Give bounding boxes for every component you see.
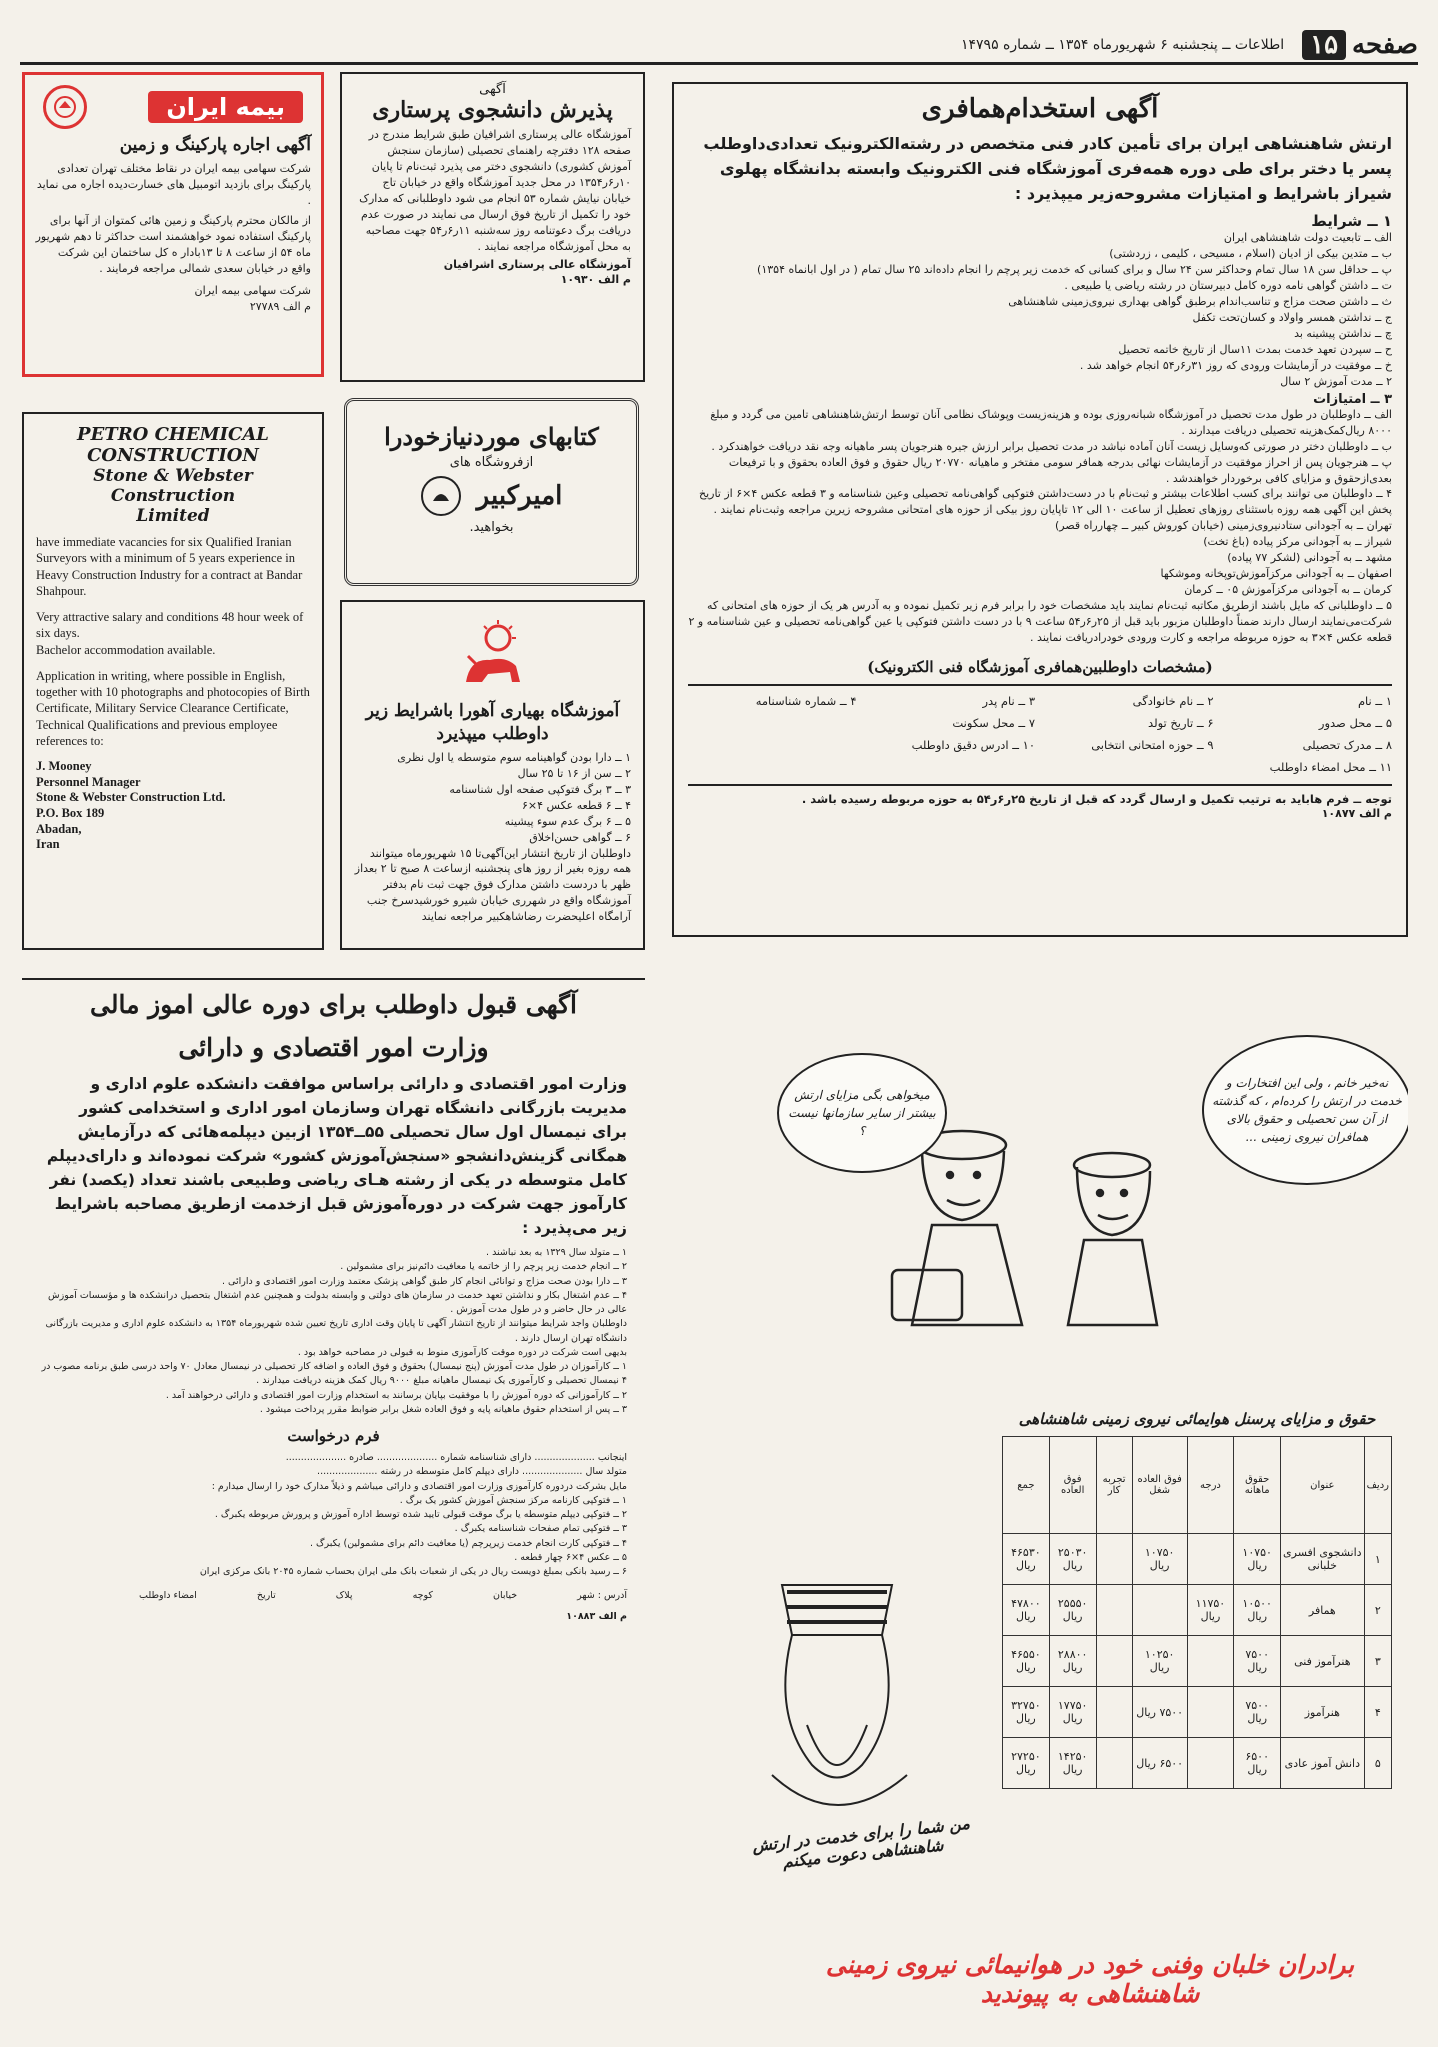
benefit-line: کرمان ــ به آجودانی مرکزآموزش ۰۵ ــ کرمان xyxy=(1184,583,1392,597)
condition-line: چ ــ نداشتن پیشینه بد xyxy=(1294,327,1392,341)
table-cell: ۲ xyxy=(1364,1585,1391,1636)
petro-paragraph4: Application in writing, where possible in English, together with 10 photographs and photocopies of Birth Certificate, Military Service Clearance Certificate, Technical Qualifications and previous employee references to: xyxy=(36,668,310,748)
finance-form-line: ۱ ــ فتوکپی کارنامه مرکز سنجش آموزش کشور یک برگ . xyxy=(399,1494,627,1506)
benefit-line: پ ــ هنرجویان پس از احراز موفقیت در آزمایشات نهائی بدرجه همافر سومی مفتخر و ماهیانه ۲۰۷۷۰ ریال حقوق و فوق العاده بحقوق و با ترفیعات بعدی‌ازحقوق و مزایای کافی برخوردار خواهندشد . xyxy=(728,455,1392,485)
hamafari-conditions xyxy=(688,230,1392,389)
finance-form-line: ۳ ــ فتوکپی تمام صفحات شناسنامه یکبرگ . xyxy=(454,1523,627,1535)
finance-form-line: ۴ ــ فتوکپی کارت انجام خدمت زیرپرچم (یا معافیت دائم برای مشمولین) یکبرگ . xyxy=(309,1537,627,1549)
finance-condition: ۲ ــ کارآموزانی که دوره آموزش را با موفقیت بپایان برسانند به استخدام وزارت امور اقتصادی و دارائی درخواهند آمد . xyxy=(165,1389,627,1401)
bime-signature: شرکت سهامی بیمه ایران xyxy=(194,283,311,297)
bime-body1: شرکت سهامی بیمه ایران در نقاط مختلف تهران تعدادی پارکینگ برای بازدید اتومبیل های خسارت‌دیده اجاره می نماید . xyxy=(36,162,311,207)
table-cell: ۱۷۷۵۰ ریال xyxy=(1049,1687,1096,1738)
benefit-line: ۴ ــ داوطلبان می توانند برای کسب اطلاعات بیشتر و ثبت‌نام با در دست‌داشتن فتوکپی گواهی‌نامه تحصیلی وعین شناسنامه و ۳ قطعه عکس ۴×۶ از تاریخ پخش این آگهی همه روزه باستثنای روزهای تعطیل از ساعت ۱۰ الی ۱۲ تاپایان روز بیکی از حوزه های امتحانی مشروحه زیرین مراجعه وثبت‌نام نمایند . xyxy=(698,487,1392,517)
condition-line: پ ــ حداقل سن ۱۸ سال تمام وحداکثر سن ۲۴ سال و برای کسانی که خدمت زیر پرچم را انجام داده‌اند ۲۵ سال تمام ( در اول ابانماه ۱۳۵۴) xyxy=(757,263,1392,277)
petro-address-line: Iran xyxy=(36,837,60,852)
hamafari-title: آگهی استخدام‌همافری xyxy=(921,94,1159,124)
petro-company-line2: CONSTRUCTION xyxy=(87,445,259,466)
bime-body2: از مالکان محترم پارکینگ و زمین هائی کمتوان از آنها برای پارکینگ استفاده نمود خواهشمند است حداکثر تا دهم شهریور ماه ۵۴ از ساعت ۸ تا ۱۳بادار ه کل ساختمان این شرکت واقع در خیابان سعدی شمالی مراجعه فرمایند . xyxy=(35,213,311,275)
table-cell xyxy=(1187,1534,1234,1585)
hamafari-section1: ۱ ــ شرایط xyxy=(1311,212,1392,231)
condition-line: ت ــ داشتن گواهی نامه دوره کامل دبیرستان در رشته ریاضی یا طبیعی . xyxy=(1064,279,1392,293)
table-cell: دانشجوی افسری خلبانی xyxy=(1281,1534,1365,1585)
address-label: کوچه xyxy=(412,1590,433,1602)
table-header: ردیف xyxy=(1364,1437,1391,1534)
petro-address-line: Abadan, xyxy=(36,821,82,836)
books-brand: امیرکبیر xyxy=(476,481,563,511)
petro-ad xyxy=(22,412,324,950)
finance-ad xyxy=(22,978,645,2018)
address-label: امضاء داوطلب xyxy=(138,1590,197,1602)
nursing-ref: م الف ۱۰۹۳۰ xyxy=(560,273,631,287)
finance-form-line: ۶ ــ رسید بانکی بمبلغ دویست ریال در یکی از شعبات بانک ملی ایران بحساب شماره ۲۰۴۵ بانک مرکزی ایران xyxy=(199,1566,627,1578)
hamafari-form-grid xyxy=(688,694,1392,774)
finance-condition: ۴ ــ عدم اشتغال بکار و نداشتن تعهد خدمت در سازمان های دولتی و وابسته بدولت و همچنین عدم اشتغال بتحصیل درانشکده ها و مؤسسات آموزش عالی در حال حاضر و در طول مدت آموزش . xyxy=(48,1289,627,1316)
form-field: ۴ ــ شماره شناسنامه xyxy=(755,693,857,708)
invitation-caption: من شما را برای خدمت در ارتش شاهنشاهی دعوت میکنم xyxy=(751,1813,971,1872)
hamafari-form-title: (مشخصات داوطلبین‌همافری آموزشگاه فنی الکترونیک) xyxy=(688,658,1392,686)
table-cell xyxy=(1096,1636,1132,1687)
form-field: ۱۱ ــ محل امضاء داوطلب xyxy=(1269,759,1392,774)
form-field: ۷ ــ محل سکونت xyxy=(952,715,1035,730)
behyari-item: ۲ ــ سن از ۱۶ تا ۲۵ سال xyxy=(517,766,631,780)
table-header: جمع xyxy=(1003,1437,1050,1534)
books-title: کتابهای موردنیازخودرا xyxy=(384,422,599,451)
table-cell xyxy=(1187,1687,1234,1738)
table-cell: ۳ xyxy=(1364,1636,1391,1687)
table-cell: هنرآموز فنی xyxy=(1281,1636,1365,1687)
page-number: ۱۵ xyxy=(1302,30,1346,60)
table-cell xyxy=(1096,1585,1132,1636)
table-cell: ۱۰۵۰۰ ریال xyxy=(1234,1585,1281,1636)
table-cell: ۶۵۰۰ ریال xyxy=(1234,1738,1281,1789)
lion-sun-emblem-icon xyxy=(458,616,528,696)
table-cell: دانش آموز عادی xyxy=(1281,1738,1365,1789)
table-cell: ۷۵۰۰ ریال xyxy=(1132,1687,1187,1738)
condition-line: ج ــ نداشتن همسر واولاد و کسان‌تحت تکفل xyxy=(1192,311,1392,325)
form-field: ۱۰ ــ ادرس دقیق داوطلب xyxy=(911,737,1035,752)
books-ad xyxy=(338,392,645,592)
form-field: ۹ ــ حوزه امتحانی انتخابی xyxy=(1091,737,1214,752)
finance-form-lines xyxy=(40,1451,627,1579)
table-cell: ۶۵۰۰ ریال xyxy=(1132,1738,1187,1789)
finance-condition: بدیهی است شرکت در دوره موقت کارآموزی منوط به قبولی در مصاحبه خواهد بود . xyxy=(297,1346,627,1358)
behyari-title: آموزشگاه بهیاری آهورا باشرایط زیر داوطلب میپذیرد xyxy=(365,701,620,744)
benefit-line: تهران ــ به آجودانی ستادنیروی‌زمینی (خیابان کوروش کبیر ــ چهارراه قصر) xyxy=(1054,519,1392,533)
table-row xyxy=(1003,1687,1392,1738)
hamafari-ad xyxy=(672,82,1408,937)
table-cell: ۱۰۷۵۰ ریال xyxy=(1234,1534,1281,1585)
books-subtitle: ازفروشگاه های xyxy=(449,455,534,470)
petro-company-line4: Limited xyxy=(136,506,210,526)
table-row xyxy=(1003,1534,1392,1585)
table-cell: ۲۵۰۳۰ ریال xyxy=(1049,1534,1096,1585)
table-cell: ۱۱۷۵۰ ریال xyxy=(1187,1585,1234,1636)
finance-conditions xyxy=(40,1246,627,1417)
petro-company-line3: Stone & Webster Construction xyxy=(93,466,253,506)
table-cell: هنرآموز xyxy=(1281,1687,1365,1738)
table-cell: ۱۰۲۵۰ ریال xyxy=(1132,1636,1187,1687)
finance-form-title: فرم درخواست xyxy=(287,1427,380,1446)
table-row xyxy=(1003,1636,1392,1687)
table-cell: ۲۸۸۰۰ ریال xyxy=(1049,1636,1096,1687)
nursing-title: پذیرش دانشجوی پرستاری xyxy=(372,97,613,123)
table-cell xyxy=(1096,1738,1132,1789)
page-label-text: صفحه xyxy=(1352,30,1418,60)
books-cta: بخواهید. xyxy=(469,520,514,535)
finance-condition: ۱ ــ کارآموزان در طول مدت آموزش (پنج نیمسال) بحقوق و فوق العاده و اضافه کار تحصیلی در نیمسال معادل ۷۰ واحد درسی طبق برنامه مصوب در ۴ نیمسال تحصیلی و کارآموزی یک نیمسال ماهیانه مبلغ ۹۰۰۰ ریال کمک هزینه دریافت میدارند . xyxy=(41,1361,627,1387)
table-cell xyxy=(1096,1534,1132,1585)
hamafari-benefits xyxy=(688,407,1392,646)
page-header xyxy=(20,28,1418,65)
table-cell: ۱۰۷۵۰ ریال xyxy=(1132,1534,1187,1585)
table-cell: ۴۶۵۳۰ ریال xyxy=(1003,1534,1050,1585)
behyari-item: ۳ ــ ۳ برگ فتوکپی صفحه اول شناسنامه xyxy=(449,782,631,796)
table-cell: ۱۴۲۵۰ ریال xyxy=(1049,1738,1096,1789)
historic-king-portrait xyxy=(712,1545,962,1835)
table-header: حقوق ماهانه xyxy=(1234,1437,1281,1534)
address-label: آدرس : شهر xyxy=(577,1590,627,1602)
table-cell: ۱ xyxy=(1364,1534,1391,1585)
table-header: تجربه کار xyxy=(1096,1437,1132,1534)
finance-intro: وزارت امور اقتصادی و دارائی براساس موافقت دانشکده علوم اداری و مدیریت بازرگانی دانشگاه تهران وسازمان امور اداری و استخدامی کشور برای نیمسال اول سال تحصیلی ۵۵ــ۱۳۵۴ ازبین دیپلمه‌هائی که درآزمایش همگانی گزینش‌دانشجو «سنجش‌آموزش کشور» شرکت نموده‌اند و دارای‌دیپلم کامل متوسطه در یکی از رشته‌ هـای ریاضی وطبیعی باشند تعداد (یکصد) نفر کارآموز جهت شرکت در دوره‌آموزش قبل ازخدمت ازطریق مصاحبه باشرایط زیر می‌پذیرد : xyxy=(46,1075,627,1238)
condition-line: ۲ ــ مدت آموزش ۲ سال xyxy=(1280,374,1392,388)
petro-address-line: P.O. Box 189 xyxy=(36,805,105,820)
finance-condition: داوطلبان واجد شرایط میتوانند از تاریخ انتشار آگهی تا پایان وقت اداری تاریخ تعیین شده شهریورماه ۱۳۵۴ به دانشکده علوم اداری و مدیریت بازرگانی دانشگاه تهران ارسال دارند . xyxy=(45,1318,627,1344)
page-number-label xyxy=(1302,30,1418,60)
finance-condition: ۳ ــ پس از استخدام حقوق ماهیانه پایه و فوق العاده شغل برابر ضوابط مقرر پرداخت میشود . xyxy=(259,1403,627,1415)
form-field: ۲ ــ نام خانوادگی xyxy=(1132,693,1214,708)
bime-logo-text: بیمه ایران xyxy=(148,91,303,123)
condition-line: ث ــ داشتن صحت مزاج و تناسب‌اندام برطبق گواهی بهداری نیروی‌زمینی شاهنشاهی xyxy=(1008,295,1392,309)
bime-title: آگهی اجاره پارکینگ و زمین xyxy=(119,135,311,155)
form-field: ۳ ــ نام پدر xyxy=(982,693,1035,708)
finance-condition: ۳ ــ دارا بودن صحت مزاج و توانائی انجام کار طبق گواهی پزشک معتمد وزارت امور اقتصادی و دارائی . xyxy=(221,1275,627,1287)
bime-logo xyxy=(43,85,303,129)
petro-address-line: Personnel Manager xyxy=(36,774,141,789)
condition-line: ب ــ متدین بیکی از ادیان (اسلام ، مسیحی ، کلیمی ، زردشتی) xyxy=(1109,247,1392,261)
hamafari-ref: م الف ۱۰۸۷۷ xyxy=(1321,806,1392,820)
finance-title: آگهی قبول داوطلب برای دوره عالی اموز مالی xyxy=(90,990,577,1019)
behyari-item: ۶ ــ گواهی حسن‌اخلاق xyxy=(529,830,631,844)
table-cell xyxy=(1096,1687,1132,1738)
address-label: تاریخ xyxy=(256,1590,276,1602)
table-cell: ۵ xyxy=(1364,1738,1391,1789)
benefit-line: شیراز ــ به آجودانی مرکز پیاده (باغ تخت) xyxy=(1203,535,1392,549)
table-header: فوق العاده xyxy=(1049,1437,1096,1534)
finance-form-line: اینجانب .................... دارای شناسنامه شماره .................... صادره .................... xyxy=(285,1452,627,1464)
finance-form-line: مایل بشرکت دردوره کارآموزی وزارت امور اقتصادی و دارائی میباشم و ذیلاً مدارک خود را ارسال میدارم : xyxy=(211,1480,627,1492)
behyari-item: ۱ ــ دارا بودن گواهینامه سوم متوسطه یا اول نظری xyxy=(397,750,631,764)
books-emblem-icon xyxy=(421,476,461,516)
table-header: فوق العاده شغل xyxy=(1132,1437,1187,1534)
condition-line: الف ــ تابعیت دولت شاهنشاهی ایران xyxy=(1223,231,1392,245)
speech-bubble-left: میخواهی بگی مزایای ارتش بیشتر از سایر سازمانها نیست ؟ xyxy=(777,1053,947,1173)
finance-form-line: متولد سال .................... دارای دیپلم کامل متوسطه در رشته .................... xyxy=(317,1466,627,1478)
benefit-line: ۵ ــ داوطلبانی که مایل باشند ازطریق مکاتبه ثبت‌نام نمایند باید مشخصات خود را برابر فرم زیر تکمیل نموده و به آدرس هر یک از حوزه های امتحانی که شرکت‌می‌نمایند ارسال دارند ضمناً داوطلبان مزبور باید قبل از ۲۵ر۶ر۵۴ ساعت ۹ با در دست داشتن فتوکپی یا عین گواهی‌نامه تحصیلی و عین شناسنامه و ۲ قطعه عکس ۴×۳ به حوزه مربوطه مراجعه و کارت ورودی خودرادریافت نمایند . xyxy=(688,599,1392,644)
finance-condition: ۱ ــ متولد سال ۱۳۲۹ به بعد نباشند . xyxy=(486,1247,627,1259)
table-cell xyxy=(1187,1636,1234,1687)
airforce-ad xyxy=(672,1025,1408,2015)
benefit-line: مشهد ــ به آجودانی (لشکر ۷۷ پیاده) xyxy=(1227,551,1392,565)
benefit-line: ب ــ داوطلبان دختر در صورتی که‌وسایل زیست آنان آماده نباشد در مدت تحصیل برابر ارزش جیره هنرجویان پسر ماهیانه وجه نقد دریافت خواهندکرد . xyxy=(711,439,1392,453)
petro-company-line1: PETRO CHEMICAL xyxy=(77,424,269,445)
table-row xyxy=(1003,1738,1392,1789)
condition-line: ح ــ سپردن تعهد خدمت بمدت ۱۱سال از تاریخ خاتمه تحصیل xyxy=(1118,342,1392,356)
table-cell: ۳۲۷۵۰ ریال xyxy=(1003,1687,1050,1738)
bime-ref: م الف ۲۷۷۸۹ xyxy=(249,299,311,313)
benefit-line: اصفهان ــ به آجودانی مرکزآموزش‌توپخانه وموشکها xyxy=(1160,567,1392,581)
hamafari-note: توجه ــ فرم هابايد به ترتيب تكميل و ارسال گردد كه قبل از تاريخ ۲۵ر۶ر۵۴ به حوزه مربوطه رسيده باشد . xyxy=(688,784,1392,806)
benefit-line: الف ــ داوطلبان در طول مدت تحصیل در آموزشگاه شبانه‌روزی بوده و هزینه‌زیست وپوشاک نظامی آنان توسط ارتش‌شاهنشاهی تامین می گردد و مبلغ ۸۰۰۰ ریال‌کمک‌هزینه تحصیلی دریافت میدارند . xyxy=(710,407,1392,437)
finance-address-fields xyxy=(40,1589,627,1603)
table-cell: ۷۵۰۰ ریال xyxy=(1234,1636,1281,1687)
table-cell: همافر xyxy=(1281,1585,1365,1636)
issue-line: اطلاعات ــ پنجشنبه ۶ شهریورماه ۱۳۵۴ ــ شماره ۱۴۷۹۵ xyxy=(960,37,1285,53)
table-cell: ۴۷۸۰۰ ریال xyxy=(1003,1585,1050,1636)
speech-bubble-right: نه‌خیر خانم ، ولی این افتخارات و خدمت در ارتش را کرده‌ام ، که گذشته از آن سن تحصیلی و حقوق بالای همافران نیروی زمینی ... xyxy=(1202,1035,1408,1185)
behyari-ad xyxy=(340,600,645,950)
nursing-signature: آموزشگاه عالی پرستاری اشرافیان xyxy=(443,257,631,271)
table-row xyxy=(1003,1585,1392,1636)
salary-table-title: حقوق و مزایای پرسنل هوایمائی نیروی زمینی شاهنشاهی xyxy=(1018,1410,1376,1428)
table-header: درجه xyxy=(1187,1437,1234,1534)
bime-seal-icon xyxy=(43,85,87,129)
petro-address-line: J. Mooney xyxy=(36,759,92,773)
behyari-item: ۴ ــ ۶ قطعه عکس ۴×۶ xyxy=(522,798,631,812)
finance-form-line: ۵ ــ عکس ۴×۶ چهار قطعه . xyxy=(514,1551,627,1563)
address-label: خیابان xyxy=(492,1590,518,1602)
form-field: ۵ ــ محل صدور xyxy=(1318,715,1392,730)
nursing-ad xyxy=(340,72,645,382)
table-cell: ۲۵۵۵۰ ریال xyxy=(1049,1585,1096,1636)
airforce-slogan: برادران خلبان وفنی خود در هوانیمائی نیروی زمینی شاهنشاهی به پیوندید xyxy=(825,1950,1355,2008)
address-label: پلاک xyxy=(335,1590,353,1602)
hamafari-section3: ۳ ــ امتیازات xyxy=(1313,391,1392,407)
bime-ad xyxy=(22,72,324,377)
finance-form-line: ۲ ــ فتوکپی دیپلم متوسطه یا برگ موقت قبولی تایید شده توسط اداره آموزش و پرورش مربوطه یکبرگ . xyxy=(214,1509,627,1521)
table-cell: ۷۵۰۰ ریال xyxy=(1234,1687,1281,1738)
finance-subtitle: وزارت امور اقتصادی و دارائی xyxy=(178,1033,489,1062)
table-header: عنوان xyxy=(1281,1437,1365,1534)
salary-table xyxy=(1002,1436,1392,1789)
table-cell xyxy=(1187,1738,1234,1789)
form-field: ۱ ــ نام xyxy=(1357,693,1392,708)
nursing-label: آگهی xyxy=(479,82,506,97)
petro-paragraph1: have immediate vacancies for six Qualified Iranian Surveyors with a minimum of 5 years experience in Heavy Construction Industry for a contract at Bandar Shahpour. xyxy=(36,535,303,598)
petro-paragraph3: Bachelor accommodation available. xyxy=(36,642,216,657)
form-field: ۸ ــ مدرک تحصیلی xyxy=(1302,737,1392,752)
table-cell: ۴۶۵۵۰ ریال xyxy=(1003,1636,1050,1687)
hamafari-intro: ارتش شاهنشاهی ایران برای تأمین کادر فنی متخصص در رشته‌الکترونیک تعدادی‌داوطلب پسر یا دختر برای طی دوره همه‌فری آموزشگاه فنی الکترونیک وابسته بدانشگاه پهلوی شیراز باشرایط و امتیازات مشروحه‌زیر میپذیرد : xyxy=(703,134,1392,203)
form-field: ۶ ــ تاریخ تولد xyxy=(1148,715,1214,730)
petro-paragraph2: Very attractive salary and conditions 48 hour week of six days. xyxy=(36,610,304,641)
table-cell: ۲۷۲۵۰ ریال xyxy=(1003,1738,1050,1789)
condition-line: خ ــ موفقیت در آزمایشات ورودی که روز ۳۱ر۶ر۵۴ انجام خواهد شد . xyxy=(1079,358,1392,372)
behyari-items xyxy=(354,750,631,846)
finance-ref: م الف ۱۰۸۸۳ xyxy=(566,1610,627,1622)
table-cell xyxy=(1132,1585,1187,1636)
table-cell: ۴ xyxy=(1364,1687,1391,1738)
nursing-body: آموزشگاه عالی پرستاری اشرافیان طبق شرایط مندرج در صفحه ۱۲۸ دفترچه راهنمای تحصیلی (سازمان سنجش آموزش کشوری) دانشجوی دختر می پذیرد ثبت‌نام تا پایان ۱۰ر۶ر۱۳۵۴ در محل جدید آموزشگاه واقع در خیابان تاج خیابان نیایش شماره ۵۳ انجام می شود داوطلبانی که مدارک خود را تکمیل از تاریخ فوق ارسال می نمایند در صورت عدم دریافت برگ دعوتنامه روز سه‌شنبه ۱۱ر۶ر۵۴ جهت مصاحبه به محل آموزشگاه مراجعه نمایند . xyxy=(359,128,631,253)
behyari-item: ۵ ــ ۶ برگ عدم سوء پیشینه xyxy=(504,814,631,828)
finance-condition: ۲ ــ انجام خدمت زیر پرچم را از خاتمه یا معافیت دائم‌نیز برای مشمولین . xyxy=(340,1261,627,1273)
behyari-body: داوطلبان از تاریخ انتشار این‌آگهی‌تا ۱۵ شهریورماه میتوانند همه روزه بغیر از روز های پنجشنبه ازساعت ۸ صبح تا ۲ بعداز ظهر با دردست داشتن مدارک فوق جهت ثبت نام بدفتر آموزشگاه واقع در شهرری خیابان شیرو خورشیدسرخ جنب آرامگاه اعلیحضرت رضاشاهکبیر مراجعه نمایند xyxy=(354,846,631,924)
petro-address-line: Stone & Webster Construction Ltd. xyxy=(36,790,226,805)
